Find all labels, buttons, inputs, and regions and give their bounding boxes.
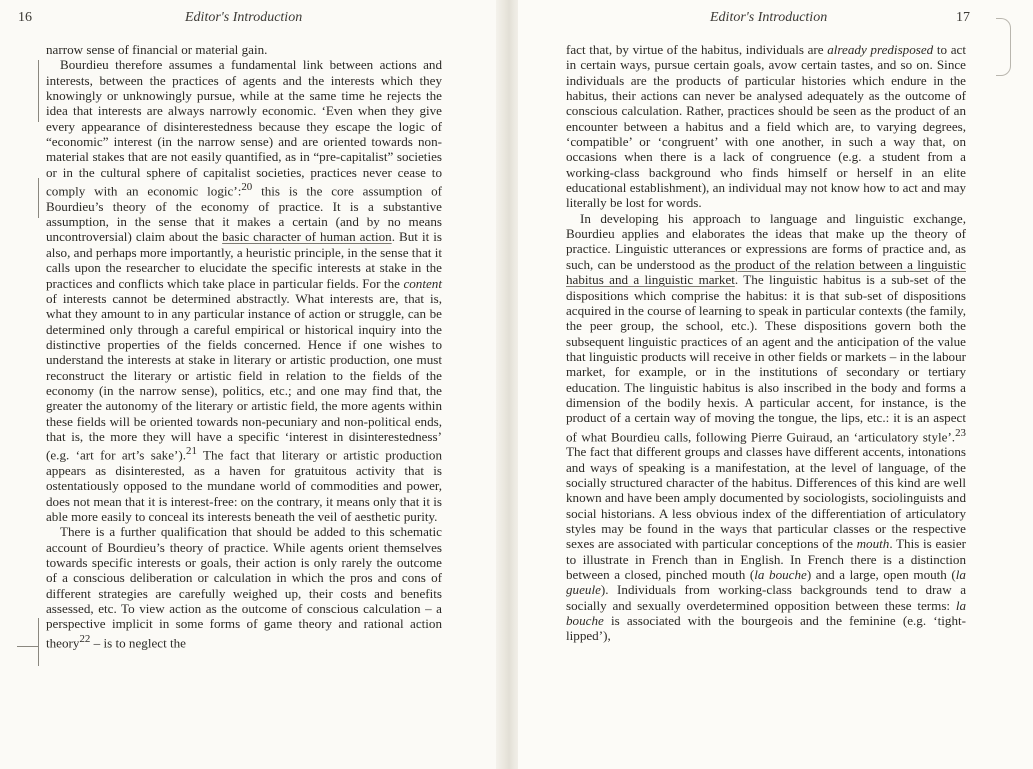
text-run: ). Individuals from working-class backgrounds tend to draw a socially and sexually overdetermined opposition between these terms: [566,582,966,613]
body-paragraph [46,57,442,524]
text-run: Bourdieu therefore assumes a fundamental link between actions and interests, between the practices of agents and the interests which they knowingly or unknowingly pursue, while at the same time he rejects the idea that interests are always narrowly economic. ‘Even when they give every appearance of disinterestedness because they escape the logic of “economic” interest (in the narrow sense) and are oriented towards non-material stakes that are not easily quantified, as in “pre-capitalist” societies or in the cultural sphere of capitalist societies, practices never cease to comply with an economic logic’: [46,57,442,199]
right-page-number: 17 [956,10,970,25]
body-paragraph [566,211,966,644]
italic-term: la bouche [566,597,966,629]
italic-term: mouth [856,536,890,552]
text-run: . The linguistic habitus is a sub-set of the dispositions which comprise the habitus: it is that sub-set of dispositions acquired in the course of learning to speak in particular contexts (the family, the peer group, the school, etc.). These dispositions govern both the subsequent linguistic practices of an agent and the anticipation of the value that linguistic products will receive in other fields or markets – in the labour market, for example, or in the institutions of secondary or tertiary education. The linguistic habitus is also inscribed in the body and forms a dimension of the bodily hexis. A particular accent, for instance, is the product of a certain way of moving the tongue, the lips, etc.: it is an aspect of what Bourdieu calls, following Pierre Guiraud, an ‘articulatory style’. [566,272,966,444]
right-page [518,0,1033,769]
italic-term: content [403,275,442,291]
text-run: ) and a large, open mouth ( [806,567,956,583]
footnote-marker: 20 [241,181,253,194]
italic-term: already predisposed [827,42,934,57]
footnote-marker: 23 [955,426,966,439]
pencil-margin-bracket [996,18,1011,76]
text-run: . This is easier to illustrate in French than in English. In French there is a distinction between a closed, pinched mouth ( [566,536,966,583]
text-run: . But it is also, and perhaps more importantly, a heuristic principle, in the sense that it calls upon the researcher to elucidate the specific interests at stake in the practices and conflicts which take place in particular fields. For the [46,229,442,291]
body-paragraph [566,42,966,211]
pencil-margin-tick [17,646,39,647]
pencil-margin-line [38,178,39,218]
text-run: narrow sense of financial or material gain. [46,42,268,57]
text-run: fact that, by virtue of the habitus, individuals are [566,42,828,57]
italic-term: la gueule [566,567,966,598]
body-paragraph [46,42,442,57]
text-run: basic character of human action [222,229,392,245]
right-running-title: Editor's Introduction [710,10,828,25]
footnote-marker: 21 [186,445,197,458]
text-run: of interests cannot be determined abstractly. What interests are, that is, what they amount to in any particular instance of action or struggle, can be determined only through a careful empirical or historical inquiry into the distinctive properties of the fields concerned. Hence if one wishes to understand the interests at stake in literary or artistic production, one must reconstruct the literary or artistic field in relation to the fields of the economy (in the narrow sense), politics, etc.; and one may find that, the greater the autonomy of the literary or artistic field, the more agents within these fields will be oriented towards non-pecuniary and non-political ends, that is, the more they will have a specific ‘interest in disinterestedness’ (e.g. ‘art for art’s sake’). [46,290,442,463]
left-page-number: 16 [18,10,32,25]
italic-term: la bouche [754,567,807,583]
text-run: is associated with the bourgeois and the feminine (e.g. ‘tight-lipped’), [566,613,966,644]
left-running-title: Editor's Introduction [185,10,303,25]
text-run: There is a further qualification that should be added to this schematic account of Bourdieu’s theory of practice. While agents orient themselves towards specific interests or goals, their action is only rarely the outcome of a conscious deliberation or calculation in which the pros and cons of different strategies are carefully weighed up, their costs and benefits assessed, etc. To view action as the outcome of conscious calculation – a perspective implicit in some forms of game theory and rational action theory [46,524,442,651]
text-run: The fact that literary or artistic production appears as disinterested, as a haven for gratuitous activity that is ostentatiously opposed to the mundane world of commodities and power, does not mean that it is interest-free: on the contrary, it means only that it is able more easily to conceal its interests beneath the veil of aesthetic purity. [46,447,442,525]
left-page [0,0,500,769]
footnote-marker: 22 [79,632,91,645]
right-page-body [566,42,966,644]
text-run: The fact that different groups and classes have different accents, intonations and ways of speaking is a manifestation, at the level of language, of the socially structured character of the habitus. Differences of this kind are well known and have been amply documented by sociologists, sociolinguists and social historians. A less obvious index of the differentiation of articulatory styles may be found in the ways that particular classes or the respective sexes are associated with particular conceptions of the [566,444,966,552]
text-run: the product of the relation between a linguistic habitus and a linguistic market [566,256,966,288]
text-run: – is to neglect the [90,635,186,651]
text-run: to act in certain ways, pursue certain goals, avow certain tastes, and so on. Since individuals are the products of particular histories which endure in the habitus, their actions can never be analysed adequately as the outcome of conscious calculation. Rather, practices should be seen as the product of an encounter between a habitus and a field which are, to varying degrees, ‘compatible’ or ‘congruent’ with one another, in such a way that, on occasions when there is a lack of congruence (e.g. a student from a working-class background who finds himself or herself in an elite educational establishment), an individual may not know how to act and may literally be lost for words. [566,42,966,211]
body-paragraph [46,524,442,650]
text-run: this is the core assumption of Bourdieu’s theory of the economy of practice. It is a substantive assumption, in the sense that it makes a certain (and by no means uncontroversial) claim about the [46,183,442,245]
pencil-margin-line [38,618,39,666]
text-run: In developing his approach to language and linguistic exchange, Bourdieu applies and elaborates the ideas that make up the theory of practice. Linguistic utterances or expressions are forms of practice and, as such, can be understood as [566,210,966,272]
left-page-body [46,42,442,650]
pencil-margin-line [38,60,39,122]
